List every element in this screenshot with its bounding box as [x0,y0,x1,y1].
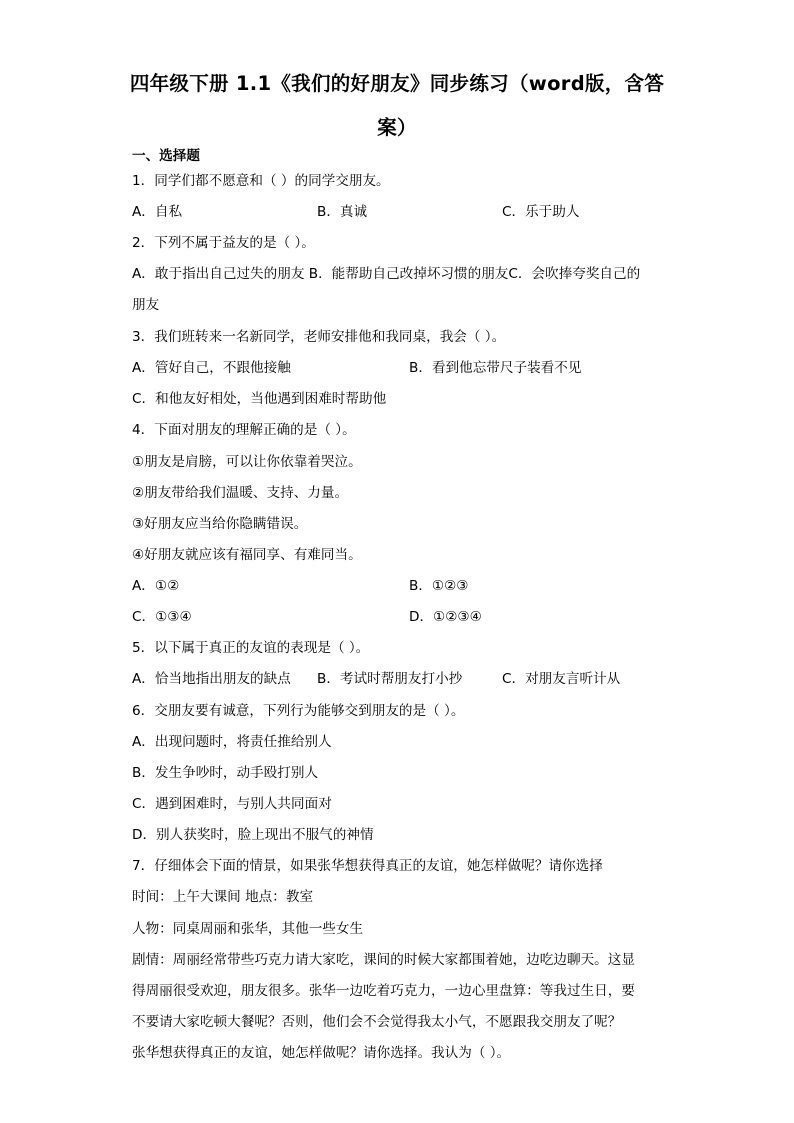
q6-option-c: C．遇到困难时，与别人共同面对 [132,796,332,812]
q7-question: 张华想获得真正的友谊，她怎样做呢？请你选择。我认为（ ）。 [132,1045,511,1061]
q1-option-c: C．乐于助人 [502,204,580,220]
q7-stem: 7．仔细体会下面的情景，如果张华想获得真正的友谊，她怎样做呢？请你选择 [132,858,603,874]
q6-option-d: D．别人获奖时，脸上现出不服气的神情 [132,827,374,843]
q4-option-c: C．①③④ [132,609,192,625]
q6-stem: 6．交朋友要有诚意，下列行为能够交到朋友的是（ ）。 [132,703,465,719]
q2-options-line1: A．敢于指出自己过失的朋友 B．能帮助自己改掉坏习惯的朋友C．会吹捧夸奖自己的 [132,266,641,282]
section-heading: 一、选择题 [132,148,200,164]
q4-statement-1: ①朋友是肩膀，可以让你依靠着哭泣。 [132,454,362,470]
q4-option-d: D．①②③④ [409,609,482,625]
q7-people: 人物：同桌周丽和张华，其他一些女生 [132,921,364,937]
q5-option-c: C．对朋友言听计从 [502,671,621,687]
document-title-line1: 四年级下册 1.1《我们的好朋友》同步练习（word版，含答 [129,72,665,95]
q6-option-a: A．出现问题时，将责任推给别人 [132,734,332,750]
q3-stem: 3．我们班转来一名新同学，老师安排他和我同桌，我会（ ）。 [132,329,506,345]
q4-option-b: B．①②③ [409,578,469,594]
q4-statement-2: ②朋友带给我们温暖、支持、力量。 [132,485,349,501]
q2-stem: 2．下列不属于益友的是（ ）。 [132,235,315,251]
q7-time-place: 时间：上午大课间 地点：教室 [132,889,314,905]
q3-option-a: A．管好自己，不跟他接触 [132,360,291,376]
q4-statement-4: ④好朋友就应该有福同享、有难同当。 [132,547,362,563]
q7-plot-line2: 得周丽很受欢迎，朋友很多。张华一边吃着巧克力，一边心里盘算：等我过生日，要 [132,983,635,999]
q1-option-b: B．真诚 [317,204,368,220]
q1-option-a: A．自私 [132,204,183,220]
q6-option-b: B．发生争吵时，动手殴打别人 [132,765,319,781]
q5-option-a: A．恰当地指出朋友的缺点 [132,671,291,687]
q3-option-c: C．和他友好相处，当他遇到困难时帮助他 [132,391,387,407]
q5-option-b: B．考试时帮朋友打小抄 [317,671,463,687]
q4-stem: 4．下面对朋友的理解正确的是（ ）。 [132,422,356,438]
q4-statement-3: ③好朋友应当给你隐瞒错误。 [132,516,308,532]
q5-stem: 5．以下属于真正的友谊的表现是（ ）。 [132,640,370,656]
q2-options-line2: 朋友 [132,297,160,313]
q4-option-a: A．①② [132,578,180,594]
document-title-line2: 案） [377,116,417,139]
q7-plot-line1: 剧情：周丽经常带些巧克力请大家吃，课间的时候大家都围着她，边吃边聊天。这显 [132,952,635,968]
q3-option-b: B．看到他忘带尺子装看不见 [409,360,582,376]
q7-plot-line3: 不要请大家吃顿大餐呢？否则，他们会不会觉得我太小气，不愿跟我交朋友了呢？ [132,1014,622,1030]
q1-stem: 1．同学们都不愿意和（ ）的同学交朋友。 [132,173,390,189]
